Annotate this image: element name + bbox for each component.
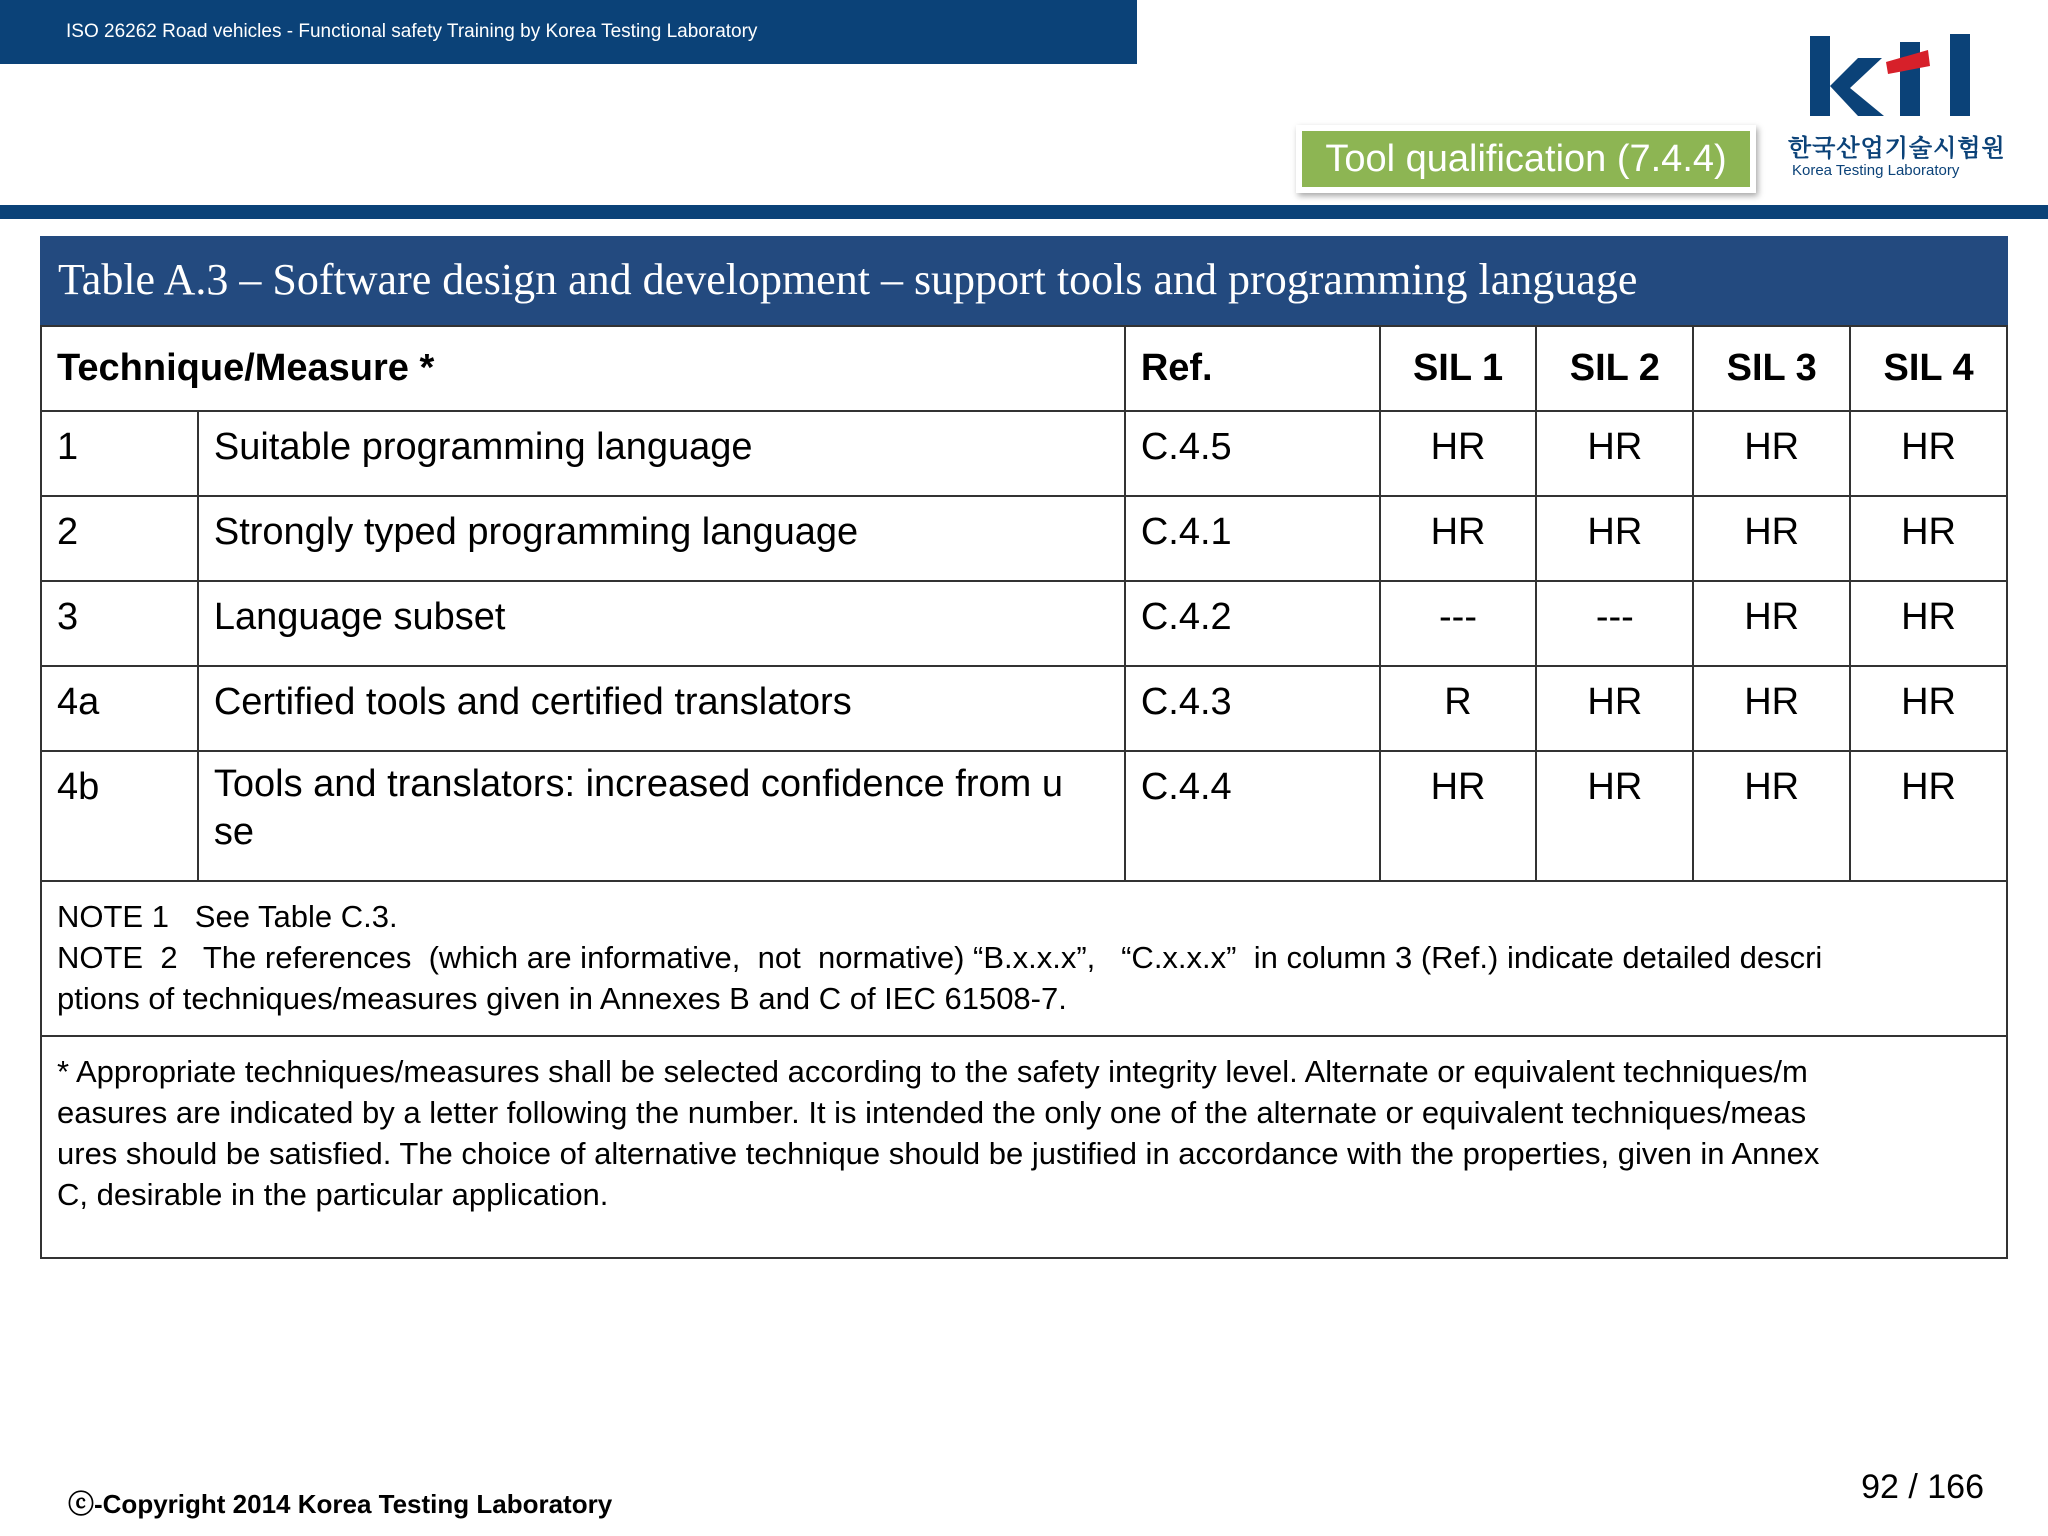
table-row [41,751,2007,881]
row-sil4: HR [1850,751,2007,881]
note-2-line-1: NOTE 2 The references (which are informative, not normative) “B.x.x.x”, “C.x.x.x” in column 3 (Ref.) indicate detailed descri [57,940,1823,975]
row-sil3: HR [1693,666,1850,751]
row-id: 1 [41,411,198,496]
header-sil3: SIL 3 [1693,326,1850,411]
technique-table [40,325,2008,1259]
table-title: Table A.3 – Software design and development – support tools and programming language [40,236,2008,326]
footnote-cell [41,1036,2007,1258]
row-sil2: HR [1536,751,1693,881]
row-sil3: HR [1693,496,1850,581]
course-title: ISO 26262 Road vehicles - Functional safety Training by Korea Testing Laboratory [66,21,758,42]
row-sil2: --- [1536,581,1693,666]
row-sil1: HR [1380,751,1537,881]
row-technique [198,751,1125,881]
row-ref: C.4.2 [1125,581,1380,666]
note-2-line-2: ptions of techniques/measures given in Annexes B and C of IEC 61508-7. [57,981,1067,1016]
notes-cell [41,881,2007,1036]
footnote-line: C, desirable in the particular application. [57,1177,609,1212]
header-ref: Ref. [1125,326,1380,411]
row-technique-line: se [213,811,254,853]
header-sil2: SIL 2 [1536,326,1693,411]
section-tag-label: Tool qualification (7.4.4) [1302,131,1750,187]
table-header-row [41,326,2007,411]
row-sil2: HR [1536,666,1693,751]
row-sil1: HR [1380,496,1537,581]
row-id: 4a [41,666,198,751]
row-sil3: HR [1693,751,1850,881]
table-row [41,581,2007,666]
header-technique: Technique/Measure * [41,326,1125,411]
row-id: 4b [41,751,198,881]
table-row [41,666,2007,751]
section-tag [1296,125,1756,193]
row-sil3: HR [1693,411,1850,496]
row-ref: C.4.3 [1125,666,1380,751]
row-sil4: HR [1850,581,2007,666]
row-sil1: R [1380,666,1537,751]
footnote-row [41,1036,2007,1258]
row-technique-line: Tools and translators: increased confidence from u [213,763,1063,805]
row-sil1: --- [1380,581,1537,666]
row-technique: Language subset [198,581,1125,666]
header-sil1: SIL 1 [1380,326,1537,411]
row-sil2: HR [1536,496,1693,581]
footnote-line: ures should be satisfied. The choice of alternative technique should be justified in accordance with the properties, given in Annex [57,1136,1820,1171]
row-technique: Strongly typed programming language [198,496,1125,581]
footnote-line: easures are indicated by a letter following the number. It is intended the only one of the alternate or equivalent techniques/meas [57,1095,1807,1130]
ktl-logo-mark [1810,34,1970,116]
row-technique: Certified tools and certified translators [198,666,1125,751]
row-ref: C.4.1 [1125,496,1380,581]
header-divider [0,205,2048,219]
logo-english-name: Korea Testing Laboratory [1792,162,1960,179]
table-row [41,496,2007,581]
row-ref: C.4.5 [1125,411,1380,496]
row-sil4: HR [1850,496,2007,581]
row-ref: C.4.4 [1125,751,1380,881]
row-sil3: HR [1693,581,1850,666]
table-row [41,411,2007,496]
course-title-bar [0,0,1137,64]
row-sil1: HR [1380,411,1537,496]
row-sil2: HR [1536,411,1693,496]
row-id: 2 [41,496,198,581]
note-1: NOTE 1 See Table C.3. [57,899,398,934]
notes-row [41,881,2007,1036]
copyright-text: ⓒ-Copyright 2014 Korea Testing Laboratory [68,1489,613,1519]
row-technique: Suitable programming language [198,411,1125,496]
logo-korean-name: 한국산업기술시험원 [1788,134,2006,162]
page-indicator: 92 / 166 [1861,1468,1984,1506]
row-id: 3 [41,581,198,666]
footnote-line: * Appropriate techniques/measures shall be selected according to the safety integrity level. Alternate or equivalent techniques/m [57,1054,1808,1089]
row-sil4: HR [1850,666,2007,751]
header-sil4: SIL 4 [1850,326,2007,411]
row-sil4: HR [1850,411,2007,496]
